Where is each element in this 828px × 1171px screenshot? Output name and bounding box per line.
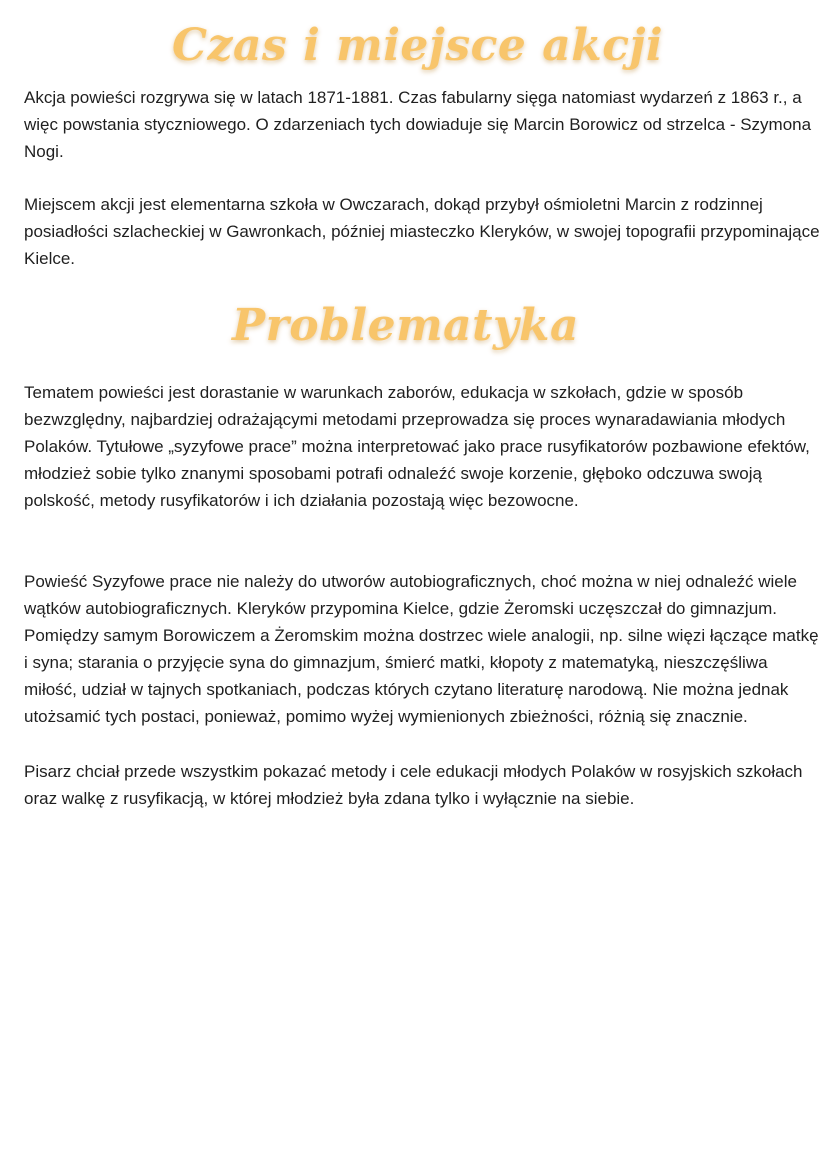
paragraph-author-intent: Pisarz chciał przede wszystkim pokazać metody i cele edukacji młodych Polaków w rosyjskich szkołach oraz walkę z rusyfikacją, w której młodzież była zdana tylko i wyłącznie na siebie. bbox=[24, 762, 803, 808]
section-heading-time-place: Czas i miejsce akcji bbox=[172, 20, 664, 71]
paragraph-time: Akcja powieści rozgrywa się w latach 1871-1881. Czas fabularny sięga natomiast wydarzeń z 1863 r., a więc powstania styczniowego. O zdarzeniach tych dowiaduje się Marcin Borowicz od strzelca - Szymona Nogi. bbox=[24, 88, 812, 161]
paragraph-autobiography: Powieść Syzyfowe prace nie należy do utworów autobiograficznych, choć można w niej odnaleźć wiele wątków autobiograficznych. Kleryków przypomina Kielce, gdzie Żeromski uczęszczał do gimnazjum. Pomiędzy samym Borowiczem a Żeromskim można dostrzec wiele analogii, np. silne więzi łączące matkę i syna; starania o przyjęcie syna do gimnazjum, śmierć matki, kłopoty z matematyką, nieszczęśliwa miłość, udział w tajnych spotkaniach, podczas których czytano literaturę narodową. Nie można jednak utożsamić tych postaci, ponieważ, pomimo wyżej wymienionych zbieżności, różnią się znacznie. bbox=[24, 572, 819, 726]
section-heading-problematics: Problematyka bbox=[232, 300, 580, 351]
paragraph-place: Miejscem akcji jest elementarna szkoła w Owczarach, dokąd przybył ośmioletni Marcin z rodzinnej posiadłości szlacheckiej w Gawronkach, później miasteczko Kleryków, w swojej topografii przypominające Kielce. bbox=[24, 195, 820, 268]
paragraph-theme: Tematem powieści jest dorastanie w warunkach zaborów, edukacja w szkołach, gdzie w sposób bezwzględny, najbardziej odrażającymi metodami przeprowadza się proces wynaradawiania młodych Polaków. Tytułowe „syzyfowe prace” można interpretować jako prace rusyfikatorów pozbawione efektów, młodzież sobie tylko znanymi sposobami potrafi odnaleźć swoje korzenie, głęboko odczuwa swoją polskość, metody rusyfikatorów i ich działania pozostają więc bezowocne. bbox=[24, 383, 810, 510]
